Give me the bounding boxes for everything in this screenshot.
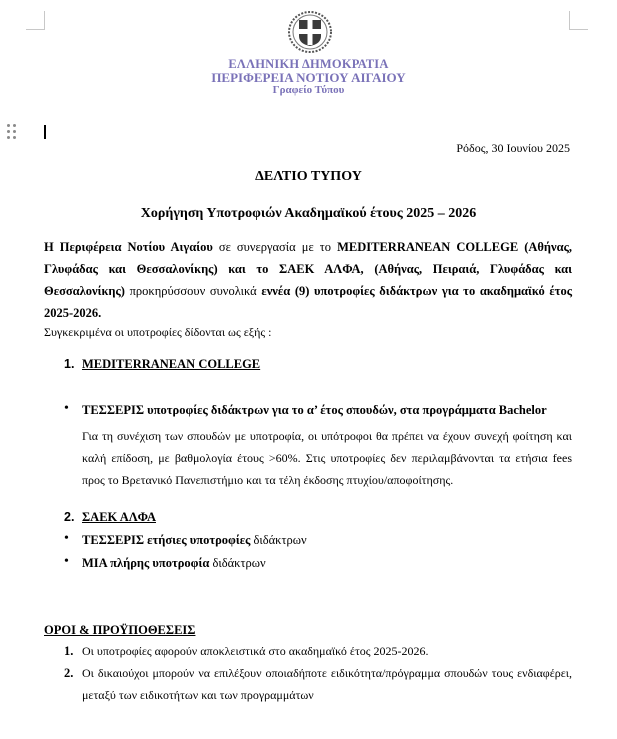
text-cursor [44,125,46,139]
section-detail: Για τη συνέχιση των σπουδών με υποτροφία, οι υπότροφοι θα πρέπει να έχουν συνεχή φοίτηση και καλή επίδοση, με βαθμολογία έτους >60%. Στις υποτροφίες δεν περιλαμβάνονται τα ετήσια fees προς το Βρετανικό Πανεπιστήμιο και τα τέλη έκδοσης πτυχίου/αποφοίτησης. [82,429,572,487]
intro-followup: Συγκεκριμένα οι υποτροφίες δίδονται ως εξής : [44,325,272,339]
header-region: ΠΕΡΙΦΕΡΕΙΑ ΝΟΤΙΟΥ ΑΙΓΑΙΟΥ [211,70,406,85]
intro-partners: MEDITERRANEAN COLLEGE (Αθήνας, Γλυφάδας και Θεσσαλονίκης) και το ΣΑΕΚ ΑΛΦΑ, (Αθήνας, Πειραιά, Γλυφάδας και Θεσσαλονίκης) [44,240,572,298]
document-subtitle: Χορήγηση Υποτροφιών Ακαδημαϊκού έτους 2025 – 2026 [140,206,477,221]
bullet-icon: • [64,401,69,416]
section-title: ΣΑΕΚ ΑΛΦΑ [82,510,156,524]
header-country: ΕΛΛΗΝΙΚΗ ΔΗΜΟΚΡΑΤΙΑ [228,57,389,71]
terms-title: ΟΡΟΙ & ΠΡΟΫΠΟΘΕΣΕΙΣ [44,623,196,637]
list-item-bold: ΜΙΑ πλήρης υποτροφία [82,556,210,570]
bullet-icon: • [64,554,69,569]
terms-item: Οι δικαιούχοι μπορούν να επιλέξουν οποιαδήποτε ειδικότητα/πρόγραμμα σπουδών τους ενδιαφέρει, μεταξύ των ειδικοτήτων και των προγραμμάτων [82,666,572,702]
header-office: Γραφείο Τύπου [272,84,345,96]
drag-handle-icon[interactable] [7,124,19,140]
list-item [82,556,266,571]
document-title: ΔΕΛΤΙΟ ΤΥΠΟΥ [255,169,362,184]
intro-text: προκηρύσσουν συνολικά [124,284,262,298]
intro-text: σε συνεργασία με το [212,240,338,254]
page-corner-mark-top-left [26,11,45,30]
list-item-text: διδάκτρων [250,533,307,547]
terms-item: Οι υποτροφίες αφορούν αποκλειστικά στο ακαδημαϊκό έτος 2025-2026. [82,644,429,658]
list-item [82,533,307,548]
list-item-bold: ΤΕΣΣΕΡΙΣ ετήσιες υποτροφίες [82,533,251,547]
bullet-icon: • [64,531,69,546]
document-date: Ρόδος, 30 Ιουνίου 2025 [456,141,570,155]
greek-coat-of-arms-icon [285,10,335,54]
page-corner-mark-top-right [569,11,588,30]
section-title: MEDITERRANEAN COLLEGE [82,357,261,371]
list-item-bold: ΤΕΣΣΕΡΙΣ υποτροφίες διδάκτρων για το α’ έτος σπουδών, στα προγράμματα Bachelor [82,403,547,417]
terms-number: 1. [64,644,74,658]
section-number: 2. [64,510,75,524]
list-item-text: διδάκτρων [209,556,266,570]
intro-scholarships: εννέα (9) υποτροφίες διδάκτρων για το ακαδημαϊκό έτος 2025-2026. [44,284,572,320]
intro-paragraph [44,236,572,324]
terms-number: 2. [64,666,74,680]
section-number: 1. [64,357,75,371]
intro-region: Η Περιφέρεια Νοτίου Αιγαίου [44,240,213,254]
list-item [82,403,547,418]
